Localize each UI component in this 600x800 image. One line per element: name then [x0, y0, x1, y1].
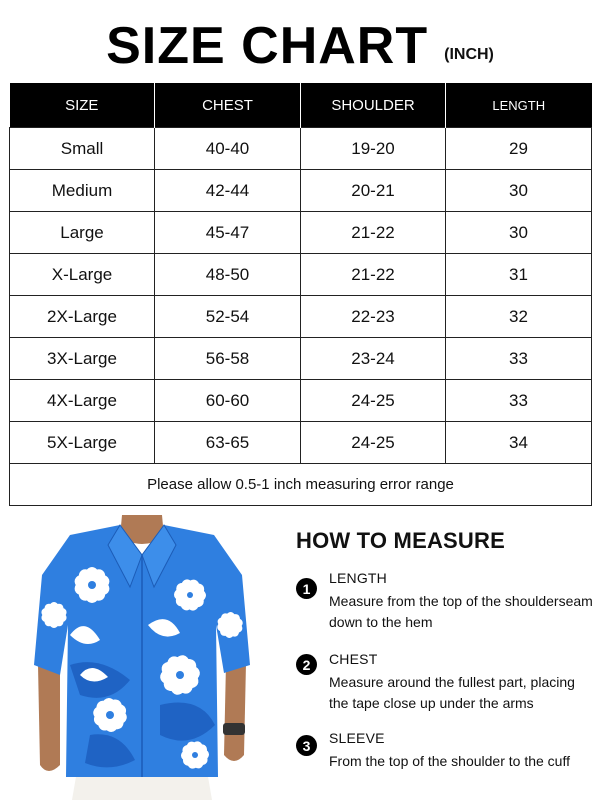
chest-cell: 40-40: [155, 128, 301, 170]
step-description: Measure around the fullest part, placing the tape close up under the arms: [329, 674, 575, 711]
size-cell: Medium: [10, 170, 155, 212]
column-header-shoulder: SHOULDER: [301, 83, 446, 128]
length-cell: 31: [446, 254, 592, 296]
shoulder-cell: 22-23: [301, 296, 446, 338]
size-cell: Small: [10, 128, 155, 170]
size-cell: 3X-Large: [10, 338, 155, 380]
length-cell: 34: [446, 422, 592, 464]
shoulder-cell: 21-22: [301, 212, 446, 254]
table-row: [10, 296, 592, 338]
length-cell: 30: [446, 170, 592, 212]
table-row: [10, 212, 592, 254]
note-row: [10, 464, 592, 506]
chest-cell: 42-44: [155, 170, 301, 212]
title-block: [0, 8, 600, 76]
table-row: [10, 170, 592, 212]
size-cell: Large: [10, 212, 155, 254]
chest-cell: 48-50: [155, 254, 301, 296]
shoulder-cell: 24-25: [301, 380, 446, 422]
step-title: SLEEVE: [329, 730, 385, 746]
step-number-badge: 1: [296, 578, 317, 599]
chest-cell: 56-58: [155, 338, 301, 380]
length-cell: 33: [446, 380, 592, 422]
step-number-badge: 2: [296, 654, 317, 675]
table-row: [10, 338, 592, 380]
step-description: Measure from the top of the shoulderseam down to the hem: [329, 593, 593, 630]
table-row: [10, 422, 592, 464]
step-description: From the top of the shoulder to the cuff: [329, 753, 570, 769]
unit-label: (INCH): [444, 46, 494, 63]
left-arm: [38, 665, 60, 771]
page-title: SIZE CHART: [106, 17, 429, 75]
size-table: [9, 83, 592, 506]
length-cell: 32: [446, 296, 592, 338]
step-title: LENGTH: [329, 570, 387, 586]
right-arm: [224, 663, 246, 761]
length-cell: 29: [446, 128, 592, 170]
chest-cell: 60-60: [155, 380, 301, 422]
shoulder-cell: 21-22: [301, 254, 446, 296]
shoulder-cell: 20-21: [301, 170, 446, 212]
step-title: CHEST: [329, 651, 378, 667]
shirt-photo: [30, 515, 252, 800]
column-header-size: SIZE: [10, 83, 155, 128]
column-header-length: LENGTH: [446, 83, 592, 128]
size-cell: 5X-Large: [10, 422, 155, 464]
table-header-row: [10, 83, 592, 128]
watch: [223, 723, 245, 735]
shoulder-cell: 23-24: [301, 338, 446, 380]
table-row: [10, 254, 592, 296]
table-row: [10, 128, 592, 170]
length-cell: 33: [446, 338, 592, 380]
chest-cell: 63-65: [155, 422, 301, 464]
table-row: [10, 380, 592, 422]
column-header-chest: CHEST: [155, 83, 301, 128]
size-cell: X-Large: [10, 254, 155, 296]
shoulder-cell: 24-25: [301, 422, 446, 464]
step-number-badge: 3: [296, 735, 317, 756]
length-cell: 30: [446, 212, 592, 254]
measuring-error-note: Please allow 0.5-1 inch measuring error range: [10, 464, 592, 506]
size-cell: 4X-Large: [10, 380, 155, 422]
size-cell: 2X-Large: [10, 296, 155, 338]
chest-cell: 52-54: [155, 296, 301, 338]
chest-cell: 45-47: [155, 212, 301, 254]
how-to-measure-title: HOW TO MEASURE: [296, 528, 505, 553]
shoulder-cell: 19-20: [301, 128, 446, 170]
